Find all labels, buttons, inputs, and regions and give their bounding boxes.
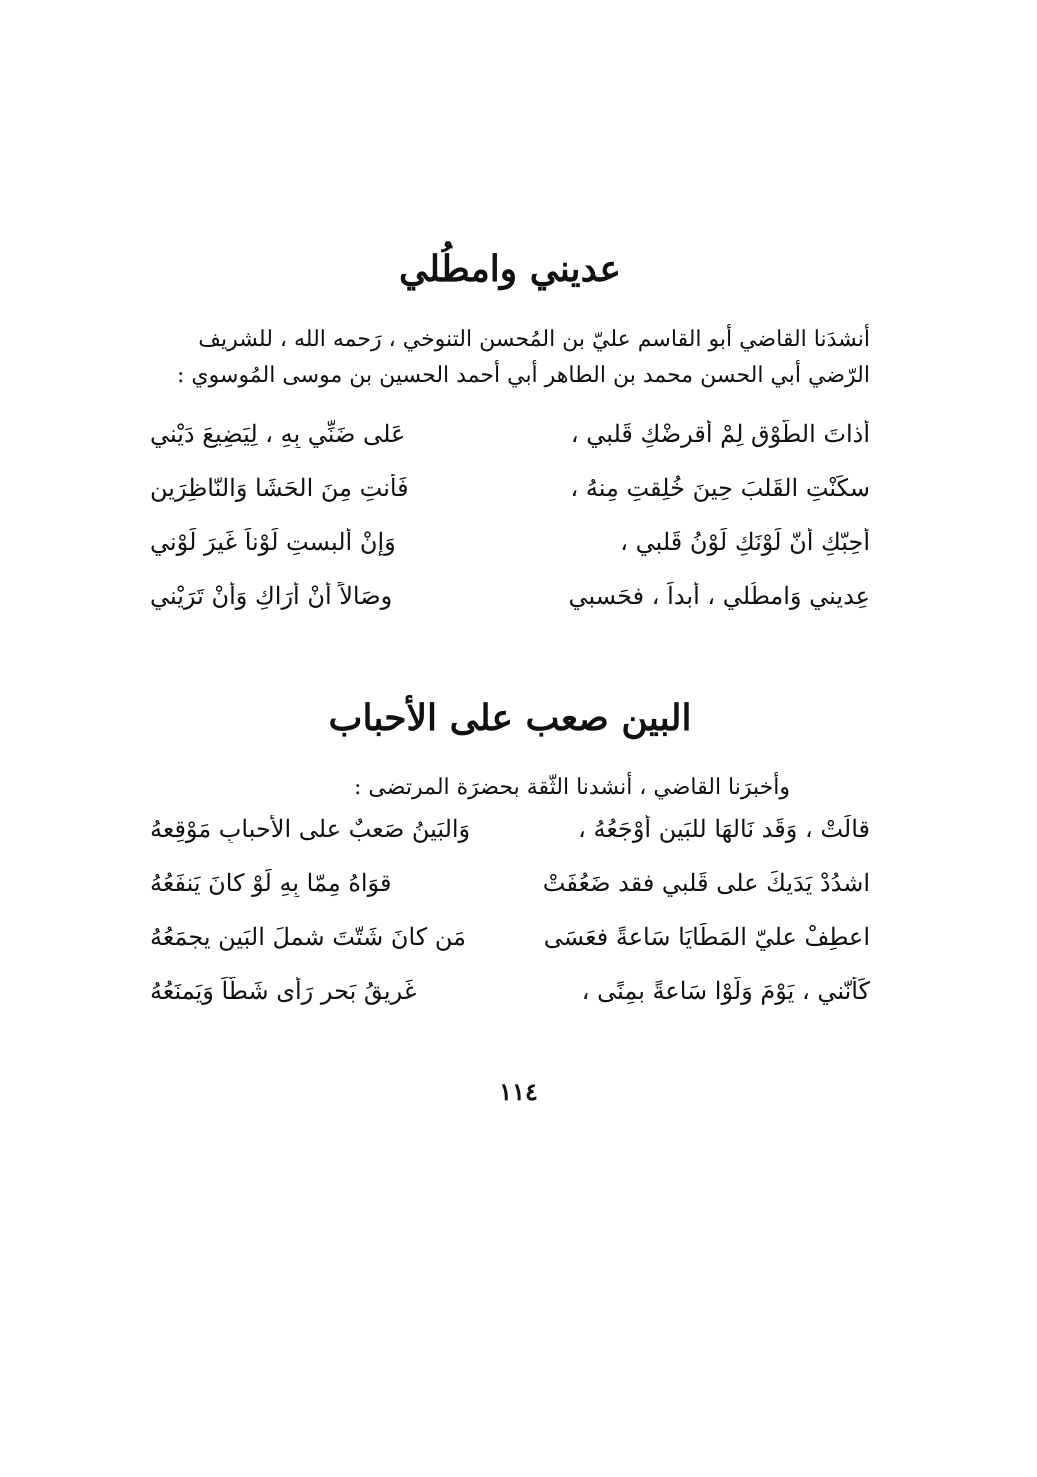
intro-line: وأخبرَنا القاضي ، أنشدنا الثّقة بحضرَة المرتضى : — [354, 775, 790, 800]
verse-second-hemistich: غَرِيقُ بَحرٍ رَأى شَطّاً وَيَمنَعُهُ — [150, 977, 417, 1005]
verse-first-hemistich: اعطِفْ عليّ المَطَايَا سَاعةً فعَسَى — [543, 923, 870, 951]
verse-first-hemistich: أُحِبّكِ أنّ لَوْنَكِ لَوْنُ قَلبي ، — [620, 528, 870, 556]
verse-first-hemistich: عِديني وَامطُلي ، أبداً ، فحَسبي — [568, 582, 870, 610]
verse-first-hemistich: كَأنّني ، يَوْمَ وَلّوْا سَاعةً بمِنًى ، — [581, 977, 870, 1005]
verse-second-hemistich: عَلى ضَنِّي بِهِ ، لِيَضِيعَ دَيْني — [150, 420, 406, 448]
verse-second-hemistich: فَأنتِ مِنَ الحَشَا وَالنّاظِرَينِ — [150, 474, 409, 502]
poem-verses-2 — [150, 815, 870, 1031]
verse — [150, 528, 870, 582]
verse — [150, 815, 870, 869]
verse-list — [150, 420, 870, 636]
poem-title: عديني وامطُلي — [399, 248, 621, 290]
verse — [150, 869, 870, 923]
poem-section-2 — [150, 697, 870, 740]
verse-second-hemistich: قوَاهُ مِمّا بِهِ لَوْ كانَ يَنفَعُهُ — [150, 869, 392, 897]
poem-intro-2 — [150, 770, 870, 806]
verse-second-hemistich: وَإنْ ألبستِ لَوْناً غَيرَ لَوْني — [150, 528, 396, 556]
verse-first-hemistich: قالَتْ ، وَقَد نَالهَا للبَينِ أوْجَعُهُ ، — [578, 815, 870, 843]
verse-second-hemistich: مَن كانَ شَتّتَ شملَ البَينِ يجمَعُهُ — [150, 923, 466, 951]
poem-section-1 — [150, 248, 870, 291]
verse — [150, 474, 870, 528]
poem-intro-1 — [150, 322, 870, 394]
verse — [150, 420, 870, 474]
intro-line: الرّضي أبي الحسن محمد بن الطاهر أبي أحمد الحسين بن موسى المُوسوي : — [177, 363, 870, 388]
poem-title: البين صعب على الأحباب — [328, 697, 692, 739]
verse — [150, 923, 870, 977]
verse-first-hemistich: سكَنْتِ القَلبَ حِينَ خُلِقتِ مِنهُ ، — [570, 474, 870, 502]
verse — [150, 582, 870, 636]
verse — [150, 977, 870, 1031]
verse-second-hemistich: وِصَالاً أنْ أرَاكِ وَأنْ تَرَيْني — [150, 582, 393, 610]
verse-first-hemistich: اشدُدْ يَدَيكَ على قَلبي فقد ضَعُفَتْ — [542, 869, 870, 897]
verse-first-hemistich: أذاتَ الطَّوْقِ لِمْ أُقرِضْكِ قَلبي ، — [570, 420, 870, 448]
verse-second-hemistich: وَالبَينُ صَعبٌ على الأحبابِ مَوْقِعهُ — [150, 815, 471, 843]
poem-verses-1 — [150, 420, 870, 636]
page-number: ١١٤ — [499, 1077, 538, 1106]
verse-list — [150, 815, 870, 1031]
intro-line: أنشدَنا القاضي أبو القاسم عليّ بن المُحسن التنوخي ، رَحمه الله ، للشريف — [198, 327, 870, 352]
